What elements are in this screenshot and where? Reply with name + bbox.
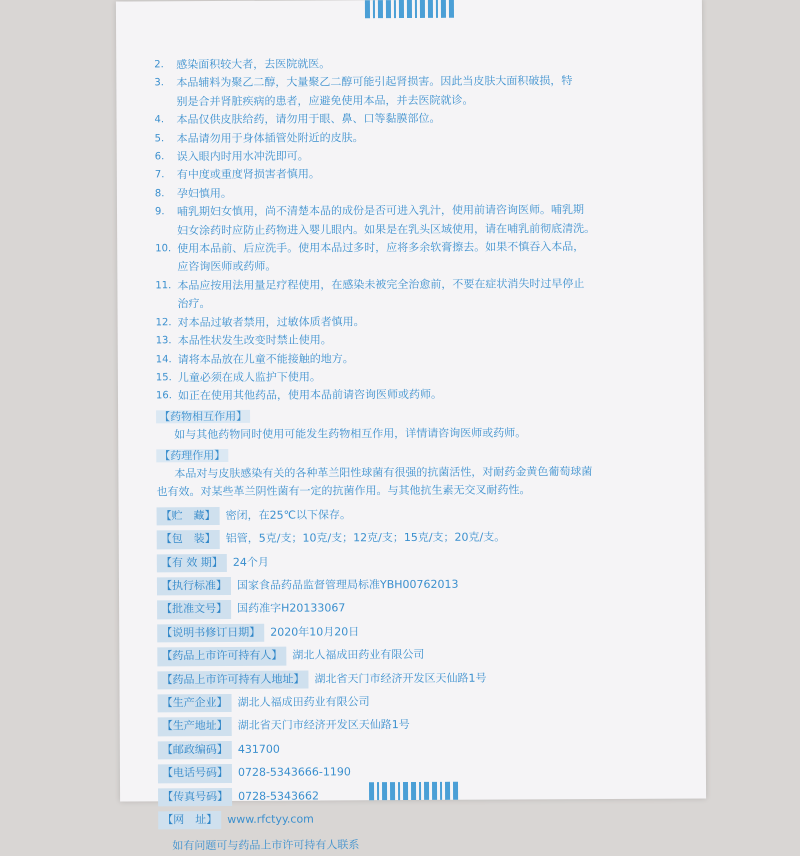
pharmacology-text-line2: 也有效。对某些革兰阴性菌有一定的抗菌作用。与其他抗生素无交叉耐药性。 — [156, 483, 531, 499]
info-field-label: 【说明书修订日期】 — [157, 624, 264, 643]
precaution-number: 5. — [154, 132, 165, 144]
info-field-value: 国药准字H20133067 — [237, 601, 346, 616]
info-field — [158, 762, 678, 783]
info-field-value: 湖北省天门市经济开发区天仙路1号 — [314, 671, 487, 686]
info-field-label: 【药品上市许可持有人地址】 — [157, 670, 308, 689]
precaution-line: 误入眼内时用水冲洗即可。 — [176, 149, 309, 164]
precaution-number: 16. — [155, 390, 172, 402]
precaution-line: 本品应按用法用量足疗程使用，在感染未被完全治愈前，不要在症状消失时过早停止 — [177, 276, 585, 293]
info-field-value: 431700 — [237, 742, 280, 756]
precaution-line: 本品辅料为聚乙二醇，大量聚乙二醇可能引起肾损害。因此当皮肤大面积破损，特 — [176, 74, 573, 90]
info-field-label: 【生产地址】 — [158, 717, 232, 736]
info-field-value: 湖北人福成田药业有限公司 — [292, 648, 425, 662]
top-color-bar — [116, 0, 702, 20]
precaution-number: 11. — [155, 280, 172, 292]
info-field-value: 0728-5343666-1190 — [237, 765, 351, 780]
info-field-value: 铝管，5克/支；10克/支；12克/支；15克/支；20克/支。 — [225, 530, 506, 546]
info-field-label: 【药品上市许可持有人】 — [157, 647, 286, 666]
info-field-value: 湖北人福成田药业有限公司 — [237, 695, 370, 709]
precaution-line: 对本品过敏者禁用，过敏体质者慎用。 — [177, 314, 365, 329]
info-field-value: 湖北省天门市经济开发区天仙路1号 — [237, 718, 410, 733]
info-field — [157, 645, 677, 666]
info-field — [157, 551, 677, 572]
leaflet-sheet — [116, 0, 706, 853]
info-field-label: 【传真号码】 — [158, 788, 232, 807]
precaution-line: 本品仅供皮肤给药，请勿用于眼、鼻、口等黏膜部位。 — [176, 112, 441, 127]
info-field-label: 【电话号码】 — [158, 764, 232, 783]
precaution-number: 15. — [155, 372, 172, 384]
interaction-text: 如与其他药物同时使用可能发生药物相互作用，详情请咨询医师或药师。 — [174, 426, 527, 442]
precaution-line: 儿童必须在成人监护下使用。 — [177, 370, 321, 385]
precaution-line: 别是合并肾脏疾病的患者，应避免使用本品，并去医院就诊。 — [176, 93, 474, 109]
precaution-number: 7. — [154, 169, 165, 181]
info-field-label: 【邮政编码】 — [158, 741, 232, 760]
precaution-line: 孕妇慎用。 — [176, 186, 232, 201]
precaution-text — [178, 385, 676, 406]
info-field-label: 【批准文号】 — [157, 600, 231, 619]
info-field — [158, 715, 678, 736]
precaution-item — [155, 274, 675, 314]
info-field — [157, 621, 677, 642]
bottom-color-bar — [120, 780, 706, 801]
interaction-heading: 【药物相互作用】 — [156, 405, 676, 426]
precaution-number: 4. — [154, 114, 165, 126]
info-field — [157, 598, 677, 619]
info-field — [158, 738, 678, 759]
info-field-label: 【生产企业】 — [158, 694, 232, 713]
info-field-label: 【执行标准】 — [157, 577, 231, 596]
precaution-line: 妇女涂药时应防止药物进入婴儿眼内。如果是在乳头区域使用，请在哺乳前彻底清洗。 — [177, 221, 596, 237]
precaution-number: 13. — [155, 335, 172, 347]
info-field — [157, 575, 677, 596]
precaution-line: 应咨询医师或药师。 — [177, 260, 277, 274]
precaution-line: 如正在使用其他药品，使用本品前请咨询医师或药师。 — [177, 388, 443, 403]
contact-note: 如有问题可与药品上市许可持有人联系 — [172, 838, 360, 853]
pharmacology-heading: 【药理作用】 — [156, 444, 676, 465]
precaution-number: 12. — [155, 316, 172, 329]
info-field-label: 【网 址】 — [158, 811, 221, 830]
precaution-number: 14. — [155, 353, 172, 365]
precaution-text — [177, 274, 675, 313]
precaution-line: 使用本品前、后应洗手。使用本品过多时，应将多余软膏擦去。如果不慎吞入本品， — [177, 240, 585, 256]
info-field — [157, 668, 677, 689]
info-field-value: 国家食品药品监督管理局标准YBH00762013 — [236, 577, 459, 592]
info-field-value: 密闭，在25℃以下保存。 — [225, 508, 351, 522]
precaution-item — [155, 238, 675, 278]
precaution-number: 9. — [154, 206, 165, 218]
info-field-value: 0728-5343662 — [238, 789, 320, 803]
precaution-line: 本品请勿用于身体插管处附近的皮肤。 — [176, 130, 364, 145]
precaution-number: 2. — [154, 59, 164, 71]
precaution-line: 有中度或重度肾损害者慎用。 — [176, 167, 320, 182]
info-field-value: 24个月 — [232, 555, 269, 569]
precaution-number: 8. — [154, 188, 165, 200]
precautions-list — [154, 54, 676, 406]
precaution-number: 10. — [155, 243, 172, 255]
leaflet-content — [154, 54, 678, 856]
info-field-label: 【有 效 期】 — [157, 554, 227, 573]
info-field-label: 【包 装】 — [157, 530, 220, 549]
precaution-item — [156, 385, 676, 406]
info-field — [158, 809, 678, 830]
precaution-number: 3. — [154, 77, 164, 89]
pharmacology-text-line1: 本品对与皮肤感染有关的各种革兰阳性球菌有很强的抗菌活性，对耐药金黄色葡萄球菌 — [174, 464, 593, 481]
info-field-value: 2020年10月20日 — [270, 625, 360, 639]
precaution-line: 治疗。 — [177, 297, 211, 311]
precaution-item — [154, 72, 674, 112]
precaution-number: 6. — [154, 151, 165, 163]
info-field-label: 【贮 藏】 — [157, 507, 220, 526]
info-field — [157, 504, 677, 525]
precaution-line: 感染面积较大者，去医院就医。 — [176, 57, 331, 72]
precaution-text — [177, 238, 675, 277]
info-field-value: www.rfctyy.com — [227, 812, 314, 826]
precaution-line: 哺乳期妇女慎用，尚不清楚本品的成份是否可进入乳汁，使用前请咨询医师。哺乳期 — [176, 203, 585, 219]
precaution-line: 本品性状发生改变时禁止使用。 — [177, 333, 332, 348]
info-field — [157, 528, 677, 549]
info-field — [158, 692, 678, 713]
precaution-text — [177, 201, 675, 240]
precaution-line: 请将本品放在儿童不能接触的地方。 — [177, 351, 354, 366]
precaution-text — [176, 72, 674, 111]
precaution-item — [155, 201, 675, 241]
